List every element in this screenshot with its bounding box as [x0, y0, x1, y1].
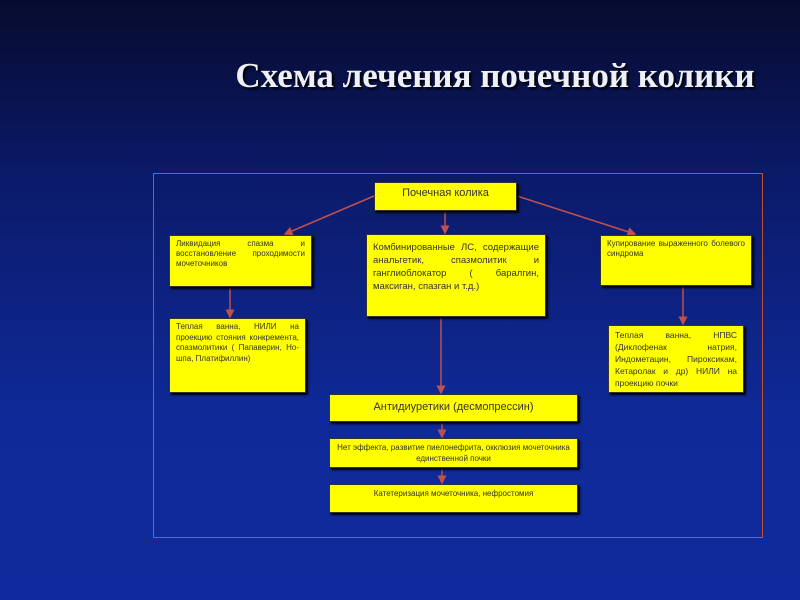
arrow-root-left — [285, 196, 374, 234]
slide-title: Схема лечения почечной колики — [235, 56, 755, 95]
node-left1: Ликвидация спазма и восстановление проходимости мочеточников — [169, 235, 312, 287]
node-right1: Купирование выраженного болевого синдрома — [600, 235, 752, 286]
arrow-root-right — [517, 196, 635, 234]
node-root: Почечная колика — [374, 182, 517, 211]
node-antidiuretics: Антидиуретики (десмопрессин) — [329, 394, 578, 422]
node-left2: Теплая ванна, НИЛИ на проекцию стояния конкремента, спазмолитики ( Папаверин, Но-шпа, Платифиллин) — [169, 318, 306, 393]
node-catheterization: Катетеризация мочеточника, нефростомия — [329, 484, 578, 513]
node-right2: Теплая ванна, НПВС (Диклофенак натрия, Индометацин, Пироксикам, Кетаролак и др) НИЛИ на проекцию почки — [608, 325, 744, 393]
node-mid1: Комбинированные ЛС, содержащие анальгетик, спазмолитик и ганглиоблокатор ( баралгин, максиган, спазган и т.д.) — [366, 234, 546, 317]
node-no-effect: Нет эффекта, развитие пиелонефрита, окклюзия мочеточника единственной почки — [329, 438, 578, 468]
